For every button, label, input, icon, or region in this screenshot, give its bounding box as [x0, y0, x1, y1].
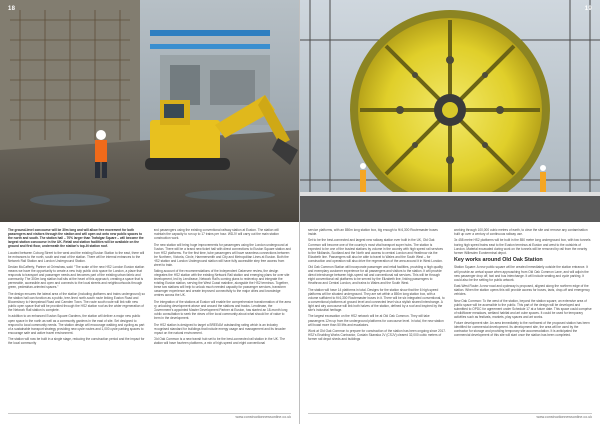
paragraph: service platforms, with an 850m long station box, big enough to fit 6,300 Routemaster buses inside. — [308, 228, 438, 237]
paragraph: Located between Coburg Street to the west and the existing Euston Station to the east, there will be entrances to the north, south and east of the station. There will be internal entrances to the Network Rail Station and London Underground Station. — [8, 250, 145, 263]
paragraph: working through 100,000 cubic metres of earth, to clear the site and remove any contamination built up over a century of continuous railway use. — [454, 228, 588, 237]
paragraph: and passengers using the existing conventional railway station at Euston. The station will maintain the capacity to run up to 17 trains per hour. WDJV will carry out the main station construction work. — [153, 228, 279, 241]
paragraph: The design ensures the lateral area of the station (including platforms and trains underground) so the station hall can function as a public, tree-lined north-south route linking Euston Road and Bloomsbury to Hampstead Road and Camden Town. The route south route will link with new public open space that will be provided through the HS2 station roof as the wider regeneration of the Network Rail station is complete. — [8, 291, 145, 313]
paragraph: East-West Route: A new road and cycleway is proposed, aligned along the northern edge of the station. When the station opens this will provide access for buses, taxis, drop-off and emergency vehicles. — [454, 284, 590, 297]
page-footer — [8, 413, 291, 420]
paragraph: Station Square: A new public square will be created immediately outside the station entrance. It will provide an arrival space when approaching from Old Oak Common Lane, and will adjoin the new passenger drop off, taxi and bus interchange. It will include seating and cycle parking. It could also be the setting for public artwork. — [454, 265, 589, 282]
right-column-2 — [454, 228, 592, 410]
paragraph: Work at Old Oak Common to prepare for construction of the station has been ongoing since 2017. HS2’s Enabling Works Contractor, Costain Skanska JV (CSJV) cleared 32,000 cubic meters of former rail depot sheds and buildings — [308, 328, 446, 342]
paragraph: New Oak Common: To the west of the station, beyond the station square, an extensive area of public space will be accessible to the public. This part of the design will be developed and submitted to OPDC for agreement under Schedule 17 at a future date. This space could comprise of wildflower meadows, wetland habitat and art cube spaces. It could be used for temporary activities such as festivals, markets, play spaces and art works. — [454, 298, 592, 319]
page-footer — [308, 413, 592, 420]
paragraph: The HS2 station is designed to target a BREEAM outstanding rating which is an industry recognised standard for buildings that include energy usage and management and its broader impact on the natural environment. — [153, 322, 286, 335]
page-number: 19 — [584, 6, 592, 12]
paragraph: The largest excavation on the HS2 network will be at Old Oak Common. They will take passengers 12m up from the underground platforms for concourse level. In total, the new station will boast more than 50 lifts and escalators. — [308, 314, 444, 327]
paragraph: Declan McCafferty, Partner at Grimshaw, said: “The scale of the new HS2 London Euston station means we have the opportunity to create a new truly public civic space for London, a place that responds to transport and passenger needs and becomes part of the existing urban fabric and community. The 300m long station hall sits at the heart of this approach, creating a space that is permeable, accessible and open and connects to the local streets and neighbourhoods through green, pedestrian-oriented spaces.” — [8, 265, 145, 290]
section-heading: Key works around Old Oak Station — [454, 257, 543, 264]
paragraph: The new station will bring huge improvements for passengers using the London underground at Euston. There will be a brand new ticket hall with direct connections to Euston Square station and from HS2 platforms. For the first time, tube passengers will have seamless connections between the Northern, Victoria, Circle, Hammersmith and City and Metropolitan Lines at Euston. Both the HS2 station and London Underground station will have fully accessible step free access from street to train. — [153, 242, 291, 267]
left-column-2 — [154, 228, 292, 410]
paragraph: The ground-level concourse will be 30m long and will allow free movement for both passengers and visitors through the station and will open out onto new public spaces to the north and south. The station hall – 70% larger than Trafalgar Square – will become the largest station concourse in the UK. Retail and station facilities will be available on the ground and first floor, underneath the station’s top-lit station roof. — [8, 228, 144, 249]
right-page — [300, 0, 600, 424]
footer-url[interactable]: www.constructionnewsonline.co.uk — [536, 415, 592, 419]
paragraph: Set to be the best-connected and largest new railway station ever built in the UK, Old Oak Common will become one of the country’s most vital transport super hubs. The station is expected to be one of the busiest stations by volume in the country with high speed rail services to the Midlands, Scotland and the North and access to central London and Heathrow via the Elizabeth line. Passengers will also be able to travel to Wales and the South West – for construction and operation will also drive the regeneration of the area around it in West London. — [308, 238, 444, 263]
paragraph: Future development site: An area immediately to the northwest of the proposed station has been identified for commercial development. Its development site, the area will be used by the contractor for storage and providing temporary site accommodation. It is anticipated the commercial development of this site will start once the station has been completed. — [454, 321, 590, 338]
paragraph: Old Oak Common Station will incorporate passenger and retail facilities, providing a high quality and exemplary customer experience for all passengers and visitors to the station. It will provide direct interchange between high-speed rail and conventional rail services. This will be through eight conventional rail platforms to be served by the Elizabeth line, linking passengers to Heathrow and Central London, and trains to Wales and the South West. — [308, 265, 443, 286]
right-page-text-columns — [308, 228, 592, 410]
paragraph: Taking account of the recommendations of the independent Oakervee review, the design integrates the HS2 station with the existing Network Rail station and emerging plans for over site development, led by Lendlease, Network Rail’s coming plans to redevelop and integrate the existing Euston station, serving the West Coast mainline, alongside the HS2 terminus. Together, these two stations will help to unlock much needed capacity for passenger services, transform passenger experience and create improved connectivity to the major cities and knowledge centres across the UK. — [153, 269, 290, 298]
paragraph: The station will now be built in a single stage, reducing the construction period and the impact for the local community — [8, 337, 145, 346]
footer-url[interactable]: www.constructionnewsonline.co.uk — [235, 415, 291, 419]
construction-site-photo — [0, 0, 300, 222]
paragraph: 3x 458 metre HS2 platforms will be built in the 850 metre long underground box, with two tunnels boring high speed trains east to the Euston terminus at Euston and west to the outskirts of London. Material excavated during work on the tunnels will be removed by rail from the nearby former Willesden Euroterminal depot. — [454, 238, 591, 255]
paragraph: The station will have 14 platforms in total. Designs for the station show that the 6 high-speed platforms will be situated underground. They are set within a 850m long station box, with a volume sufficient to fit 6,300 Routemaster buses in it. There will be six integrated conventional, to a conventional platforms at ground level and connected level via a stylish shared interchange. A light and airy concourse will link both halves of the station, defined by a roof and inspired by the site’s industrial heritage. — [308, 287, 445, 313]
tunnel-boring-machine-photo — [300, 0, 600, 222]
paragraph: Old Oak Common is a new transit hub set to be the best-connected rail station in the UK. The station will have fourteen platforms, a mix of high-speed and eight conventional — [153, 337, 286, 346]
page-number: 18 — [8, 6, 16, 12]
right-column-1 — [308, 228, 446, 410]
paragraph: In addition to an enhanced Euston Square Gardens, the station will deliver a major new public open space in the north as well as a community gardens in the east of site. Set designed to respond to local community needs. The station design will encourage walking and cycling as part of a sustainable transport strategy providing new cycle routes and 1,000 cycle parking spaces to encourage safe and active travel environment. — [8, 314, 145, 335]
left-page-text-columns — [8, 228, 291, 410]
paragraph: The integration of the stations at Euston will enable the comprehensive transformation of the area by unlocking development above and around the stations and tracks. Lendlease, the Government’s appointed Master Development Partner at Euston, has started an 18-month long public consultation to seek the views of the local community about what should be of value to them in the development. — [153, 299, 291, 321]
left-column-1 — [8, 228, 146, 410]
